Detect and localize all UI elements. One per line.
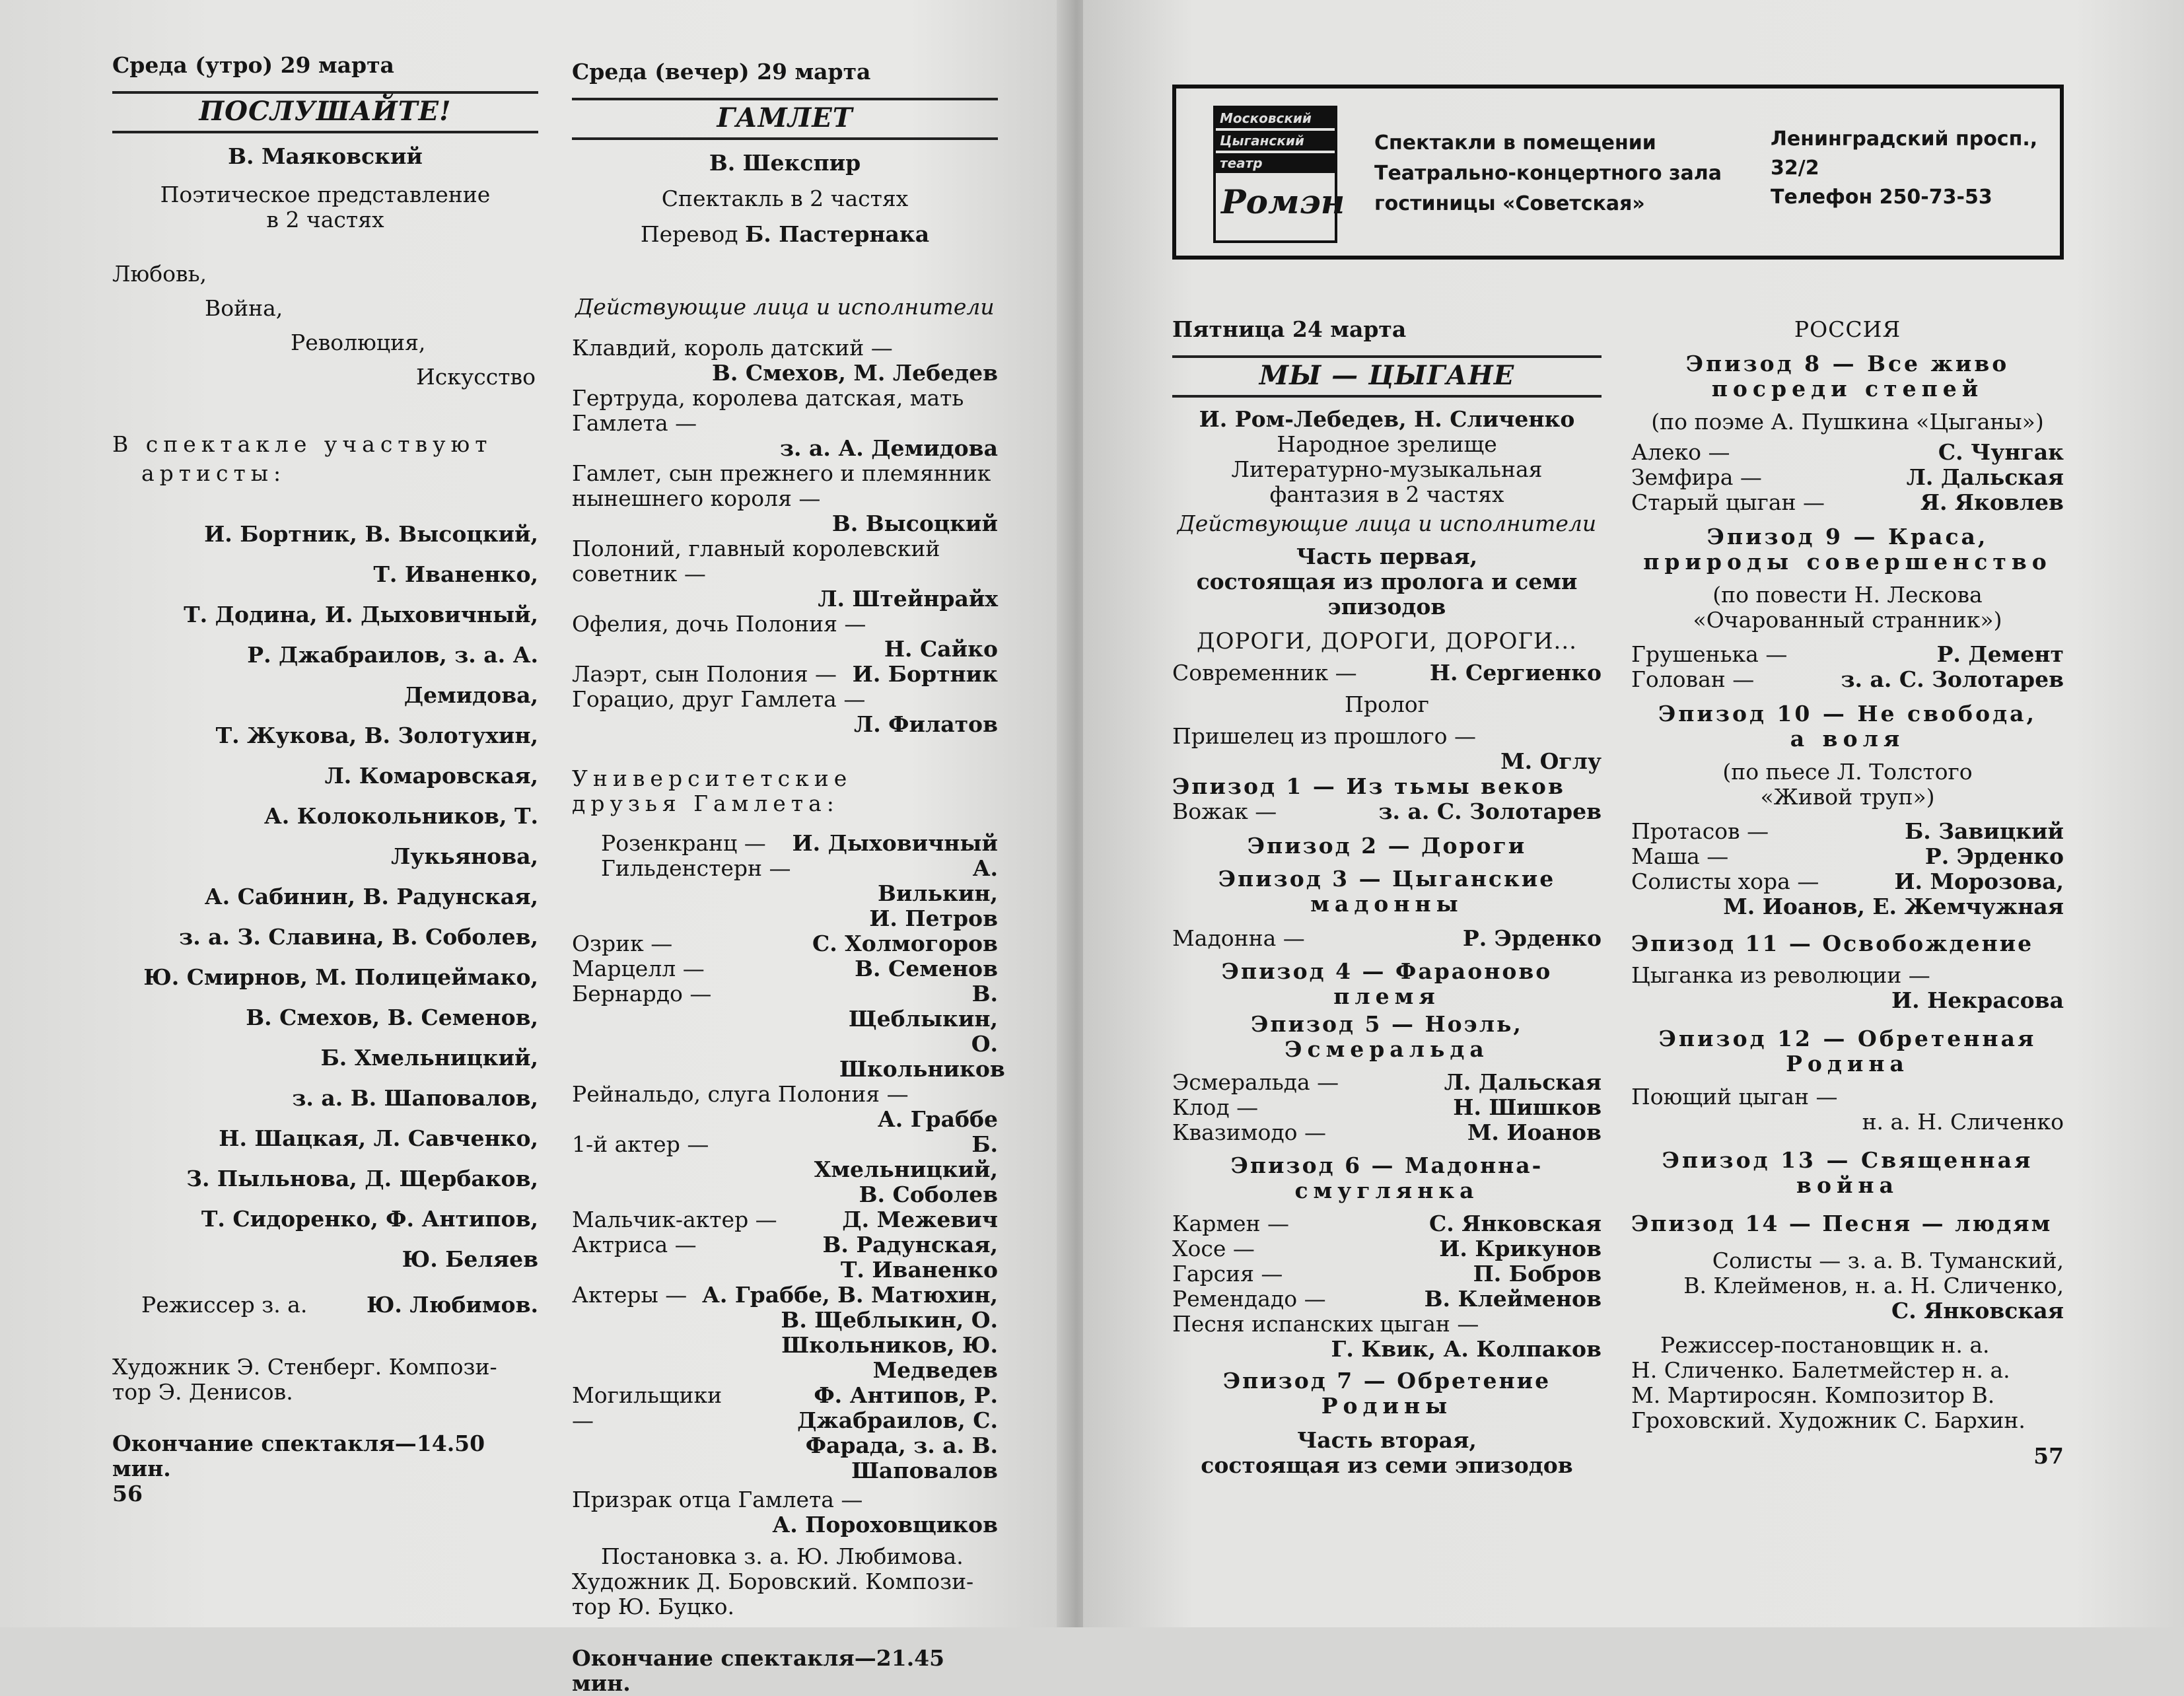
poem-line: Революция, xyxy=(291,330,426,355)
episode-source: «Очарованный странник») xyxy=(1693,607,2002,633)
poem-line: Война, xyxy=(205,295,283,321)
part-heading: состоящая из пролога и семи xyxy=(1196,569,1578,594)
role-row: Старый цыган — Я. Яковлев xyxy=(1631,489,2064,515)
credits: Н. Сличенко. Балетмейстер н. а. xyxy=(1631,1357,2010,1383)
role-row: Озрик — С. Холмогоров xyxy=(572,931,998,956)
episode-source: «Живой труп») xyxy=(1760,784,1935,810)
cast-line: Т. Додина, И. Дыховичный, xyxy=(184,602,538,627)
genre: фантазия в 2 частях xyxy=(1269,481,1504,507)
role: Призрак отца Гамлета — xyxy=(572,1487,863,1512)
divider xyxy=(572,137,998,140)
artist-line: тор Э. Денисов. xyxy=(112,1379,293,1405)
section-roads: ДОРОГИ, ДОРОГИ, ДОРОГИ... xyxy=(1197,628,1577,654)
role-row: Ремендадо — В. Клейменов xyxy=(1172,1286,1602,1312)
actor: Л. Филатов xyxy=(854,711,998,737)
role-row: Мадонна — Р. Эрденко xyxy=(1172,925,1602,951)
poem-block xyxy=(112,262,538,390)
director-name: Ю. Любимов. xyxy=(366,1292,538,1318)
director-label: Режиссер з. а. xyxy=(141,1292,308,1318)
role-row: 1-й актер — Б. Хмельницкий, В. Соболев xyxy=(572,1131,998,1207)
column-hamlet xyxy=(572,59,1005,1696)
theatre-banner xyxy=(1172,85,2064,260)
role-row: Алеко — С. Чунгак xyxy=(1631,439,2064,465)
cast-line: Б. Хмельницкий, xyxy=(320,1045,538,1071)
friends-heading: Университетские xyxy=(572,765,853,791)
soloists: В. Клейменов, н. а. Н. Сличенко, xyxy=(1683,1273,2064,1298)
artist-line: Художник Э. Стенберг. Компози- xyxy=(112,1354,497,1380)
cast-list xyxy=(112,514,538,1279)
roles-list xyxy=(1172,1211,1602,1362)
role-row: Земфира — Л. Дальская xyxy=(1631,464,2064,490)
date-line: Среда (утро) 29 марта xyxy=(112,52,394,78)
role: Гамлет, сын прежнего и племянник нынешнего короля — xyxy=(572,460,991,511)
role: Горацио, друг Гамлета — xyxy=(572,686,866,712)
poem-line: Искусство xyxy=(416,364,536,390)
cast-line: А. Сабинин, В. Радунская, xyxy=(204,884,538,909)
cast-line: В. Смехов, В. Семенов, xyxy=(246,1005,538,1030)
ending-time: Окончание спектакля—14.50 мин. xyxy=(112,1431,485,1481)
credits: М. Мартиросян. Композитор В. xyxy=(1631,1382,1995,1408)
episode-title: племя xyxy=(1333,983,1440,1009)
cast-line: Л. Комаровская, xyxy=(324,763,538,789)
actor: В. Смехов, М. Лебедев xyxy=(712,360,998,386)
role-row: Актриса — В. Радунская, Т. Иваненко xyxy=(572,1232,998,1283)
column-poslushaite xyxy=(112,53,538,1506)
role: Клавдий, король датский — xyxy=(572,335,893,361)
episode-title: Эпизод 1 — Из тьмы веков xyxy=(1172,773,1565,799)
episode-title: а воля xyxy=(1790,726,1905,752)
soloists: С. Янковская xyxy=(1891,1298,2064,1324)
role: Пришелец из прошлого — xyxy=(1172,723,1476,749)
cast-line: Ю. Беляев xyxy=(402,1246,538,1272)
actor: Н. Сайко xyxy=(884,636,998,662)
play-title: ПОСЛУШАЙТЕ! xyxy=(199,96,452,127)
episode-title: Эпизод 5 — Ноэль, xyxy=(1251,1011,1523,1037)
episode-title: посреди степей xyxy=(1711,376,1984,402)
role-row: Лаэрт, сын Полония — И. Бортник xyxy=(572,661,998,687)
director-line xyxy=(112,1292,538,1318)
role-row: Солисты хора — И. Морозова, xyxy=(1631,868,2064,894)
role-row: Эсмеральда — Л. Дальская xyxy=(1172,1069,1602,1095)
role: Песня испанских цыган — xyxy=(1172,1311,1479,1337)
actor: н. а. Н. Сличенко xyxy=(1862,1109,2064,1135)
cast-line: Т. Сидоренко, Ф. Антипов, xyxy=(201,1206,538,1232)
role-row: Кармен — С. Янковская xyxy=(1172,1211,1602,1236)
role-row: Хосе — И. Крикунов xyxy=(1172,1236,1602,1261)
episode-title: Эпизод 11 — Освобождение xyxy=(1631,931,2034,956)
divider xyxy=(112,131,538,133)
episode-title: Эпизод 12 — Обретенная xyxy=(1658,1026,2037,1051)
episode-title: Эпизод 7 — Обретение xyxy=(1222,1368,1551,1394)
actor: Г. Квик, А. Колпаков xyxy=(1331,1336,1602,1362)
section-russia: РОССИЯ xyxy=(1794,316,1901,342)
role-row: Современник — Н. Сергиенко xyxy=(1172,660,1602,686)
genre: Народное зрелище xyxy=(1277,431,1497,457)
role-row: Клод — Н. Шишков xyxy=(1172,1094,1602,1120)
roles-list-2 xyxy=(572,830,1005,1537)
roles-heading: Действующие лица и исполнители xyxy=(575,294,995,320)
credits: Гроховский. Художник С. Бархин. xyxy=(1631,1407,2025,1433)
cast-line: Ю. Смирнов, М. Полицеймако, xyxy=(143,964,538,990)
role-row: Марцелл — В. Семенов xyxy=(572,956,998,981)
role: Полоний, главный королевский советник — xyxy=(572,536,940,586)
episode-title: война xyxy=(1796,1172,1899,1198)
play-title: ГАМЛЕТ xyxy=(717,102,853,133)
role-row: Грушенька — Р. Демент xyxy=(1631,641,2064,667)
cast-line: И. Бортник, В. Высоцкий, xyxy=(204,521,538,547)
episode-title: природы совершенство xyxy=(1643,549,2052,575)
date-line: Пятница 24 марта xyxy=(1172,316,1407,342)
date-line: Среда (вечер) 29 марта xyxy=(572,59,871,85)
part-heading: Часть вторая, xyxy=(1297,1427,1477,1453)
staging: Постановка з. а. Ю. Любимова. xyxy=(601,1543,964,1569)
actor: М. Иоанов, Е. Жемчужная xyxy=(1723,894,2064,919)
actor: И. Некрасова xyxy=(1891,987,2064,1013)
genre: Литературно-музыкальная xyxy=(1231,456,1543,482)
episode-title: Эпизод 4 — Фараоново xyxy=(1221,958,1553,984)
romen-logo: Московский Цыганский театр Ромэн xyxy=(1213,106,1337,243)
episode-title: Эпизод 2 — Дороги xyxy=(1247,833,1527,859)
cast-line: А. Колокольников, Т. Лукьянова, xyxy=(264,803,538,869)
role: Поющий цыган — xyxy=(1631,1084,1838,1110)
cast-intro: артисты: xyxy=(141,460,287,486)
divider xyxy=(1172,395,1602,398)
role-row: Маша — Р. Эрденко xyxy=(1631,843,2064,869)
role-row: Гильденстерн — А. Вилькин, И. Петров xyxy=(601,855,998,931)
genre: в 2 частях xyxy=(266,207,384,232)
role-row: Вожак — з. а. С. Золотарев xyxy=(1172,798,1602,824)
play-title: МЫ — ЦЫГАНЕ xyxy=(1259,360,1515,391)
author: В. Шекспир xyxy=(709,150,861,176)
credits: Режиссер-постановщик н. а. xyxy=(1660,1332,1990,1358)
page-number: 56 xyxy=(112,1481,143,1506)
episode-title: Эпизод 8 — Все живо xyxy=(1685,351,2010,376)
role: Гертруда, королева датская, мать Гамлета — xyxy=(572,385,964,436)
role-row: Могильщики — Ф. Антипов, Р. Джабраилов, С. Фарада, з. а. В. Шаповалов xyxy=(572,1382,998,1483)
column-my-tsygane xyxy=(1172,317,1602,1478)
poem-line: Любовь, xyxy=(112,261,207,287)
part-heading: эпизодов xyxy=(1327,594,1446,619)
role-row: Розенкранц — И. Дыховичный xyxy=(601,830,998,856)
author: В. Маяковский xyxy=(228,143,423,169)
translation: Перевод Б. Пастернака xyxy=(640,221,930,247)
roles-heading: Действующие лица и исполнители xyxy=(1177,511,1597,536)
role-row: Голован — з. а. С. Золотарев xyxy=(1631,666,2064,692)
cast-line: Т. Жукова, В. Золотухин, xyxy=(215,723,538,748)
actor: А. Граббе xyxy=(877,1106,998,1132)
roles-list xyxy=(1172,1070,1602,1145)
role-row: Бернардо — В. Щеблыкин, О. Школьников xyxy=(572,981,1005,1082)
cast-line: З. Пыльнова, Д. Щербаков, xyxy=(186,1166,538,1191)
role: Цыганка из революции — xyxy=(1631,962,1930,988)
ending-time: Окончание спектакля—21.45 мин. xyxy=(572,1645,945,1696)
episode-source: (по поэме А. Пушкина «Цыганы») xyxy=(1651,409,2044,435)
actor: А. Пороховщиков xyxy=(772,1512,998,1537)
episode-title: Эсмеральда xyxy=(1285,1036,1489,1062)
genre: Поэтическое представление xyxy=(160,182,491,207)
artist-line: Художник Д. Боровский. Компози- xyxy=(572,1569,974,1594)
episode-title: Эпизод 10 — Не свобода, xyxy=(1658,701,2037,726)
episode-title: Эпизод 13 — Священная xyxy=(1662,1147,2033,1173)
cast-line: Р. Джабраилов, з. а. А. Демидова, xyxy=(247,642,538,708)
role: Рейнальдо, слуга Полония — xyxy=(572,1081,909,1107)
role-row: Актеры — А. Граббе, В. Матюхин, В. Щеблыкин, О. Школьников, Ю. Медведев xyxy=(572,1282,998,1383)
part-heading: состоящая из семи эпизодов xyxy=(1201,1452,1573,1478)
episode-title: Эпизод 9 — Краса, xyxy=(1707,524,1989,549)
episode-source: (по повести Н. Лескова xyxy=(1712,582,1983,608)
episode-title: мадонны xyxy=(1310,891,1463,917)
cast-intro: В спектакле участвуют xyxy=(112,431,493,457)
actor: В. Высоцкий xyxy=(831,511,998,536)
column-rossiya xyxy=(1631,317,2064,1469)
role-row: Квазимодо — М. Иоанов xyxy=(1172,1119,1602,1145)
episode-title: смуглянка xyxy=(1294,1178,1479,1203)
cast-line: з. а. З. Славина, В. Соболев, xyxy=(179,924,538,950)
page-number: 57 xyxy=(2033,1443,2064,1469)
authors: И. Ром-Лебедев, Н. Сличенко xyxy=(1199,406,1575,432)
actor: Л. Штейнрайх xyxy=(818,586,998,612)
venue-text: Спектакли в помещении Театрально-концертного зала гостиницы «Советская» xyxy=(1374,131,1722,215)
cast-line: Н. Шацкая, Л. Савченко, xyxy=(219,1125,538,1151)
venue-address: Ленинградский просп., 32/2 Телефон 250-73-53 xyxy=(1771,127,2038,209)
role-row: Протасов — Б. Завицкий xyxy=(1631,818,2064,844)
episode-title: Эпизод 3 — Цыганские xyxy=(1218,866,1556,892)
friends-heading: друзья Гамлета: xyxy=(572,791,839,816)
actor: М. Оглу xyxy=(1500,748,1602,774)
artist-line: тор Ю. Буцко. xyxy=(572,1594,734,1619)
roles-list xyxy=(572,336,998,737)
cast-line: Т. Иваненко, xyxy=(373,561,538,587)
episode-title: Эпизод 6 — Мадонна- xyxy=(1230,1152,1543,1178)
genre: Спектакль в 2 частях xyxy=(661,186,909,211)
roles-list xyxy=(1631,642,2064,692)
part-heading: Часть первая, xyxy=(1296,544,1478,569)
episode-source: (по пьесе Л. Толстого xyxy=(1722,759,1973,785)
soloists: Солисты — з. а. В. Туманский, xyxy=(1712,1248,2064,1273)
episode-title: Родины xyxy=(1321,1393,1453,1419)
actor: з. а. А. Демидова xyxy=(779,435,998,461)
role: Офелия, дочь Полония — xyxy=(572,611,866,637)
prologue: Пролог xyxy=(1345,691,1429,717)
episode-title: Родина xyxy=(1786,1051,1909,1077)
roles-list xyxy=(1631,819,2064,919)
role-row: Гарсия — П. Бобров xyxy=(1172,1261,1602,1287)
role-row: Мальчик-актер — Д. Межевич xyxy=(572,1207,998,1232)
cast-line: з. а. В. Шаповалов, xyxy=(292,1085,538,1111)
episode-title: Эпизод 14 — Песня — людям xyxy=(1631,1211,2053,1236)
roles-list xyxy=(1631,440,2064,515)
